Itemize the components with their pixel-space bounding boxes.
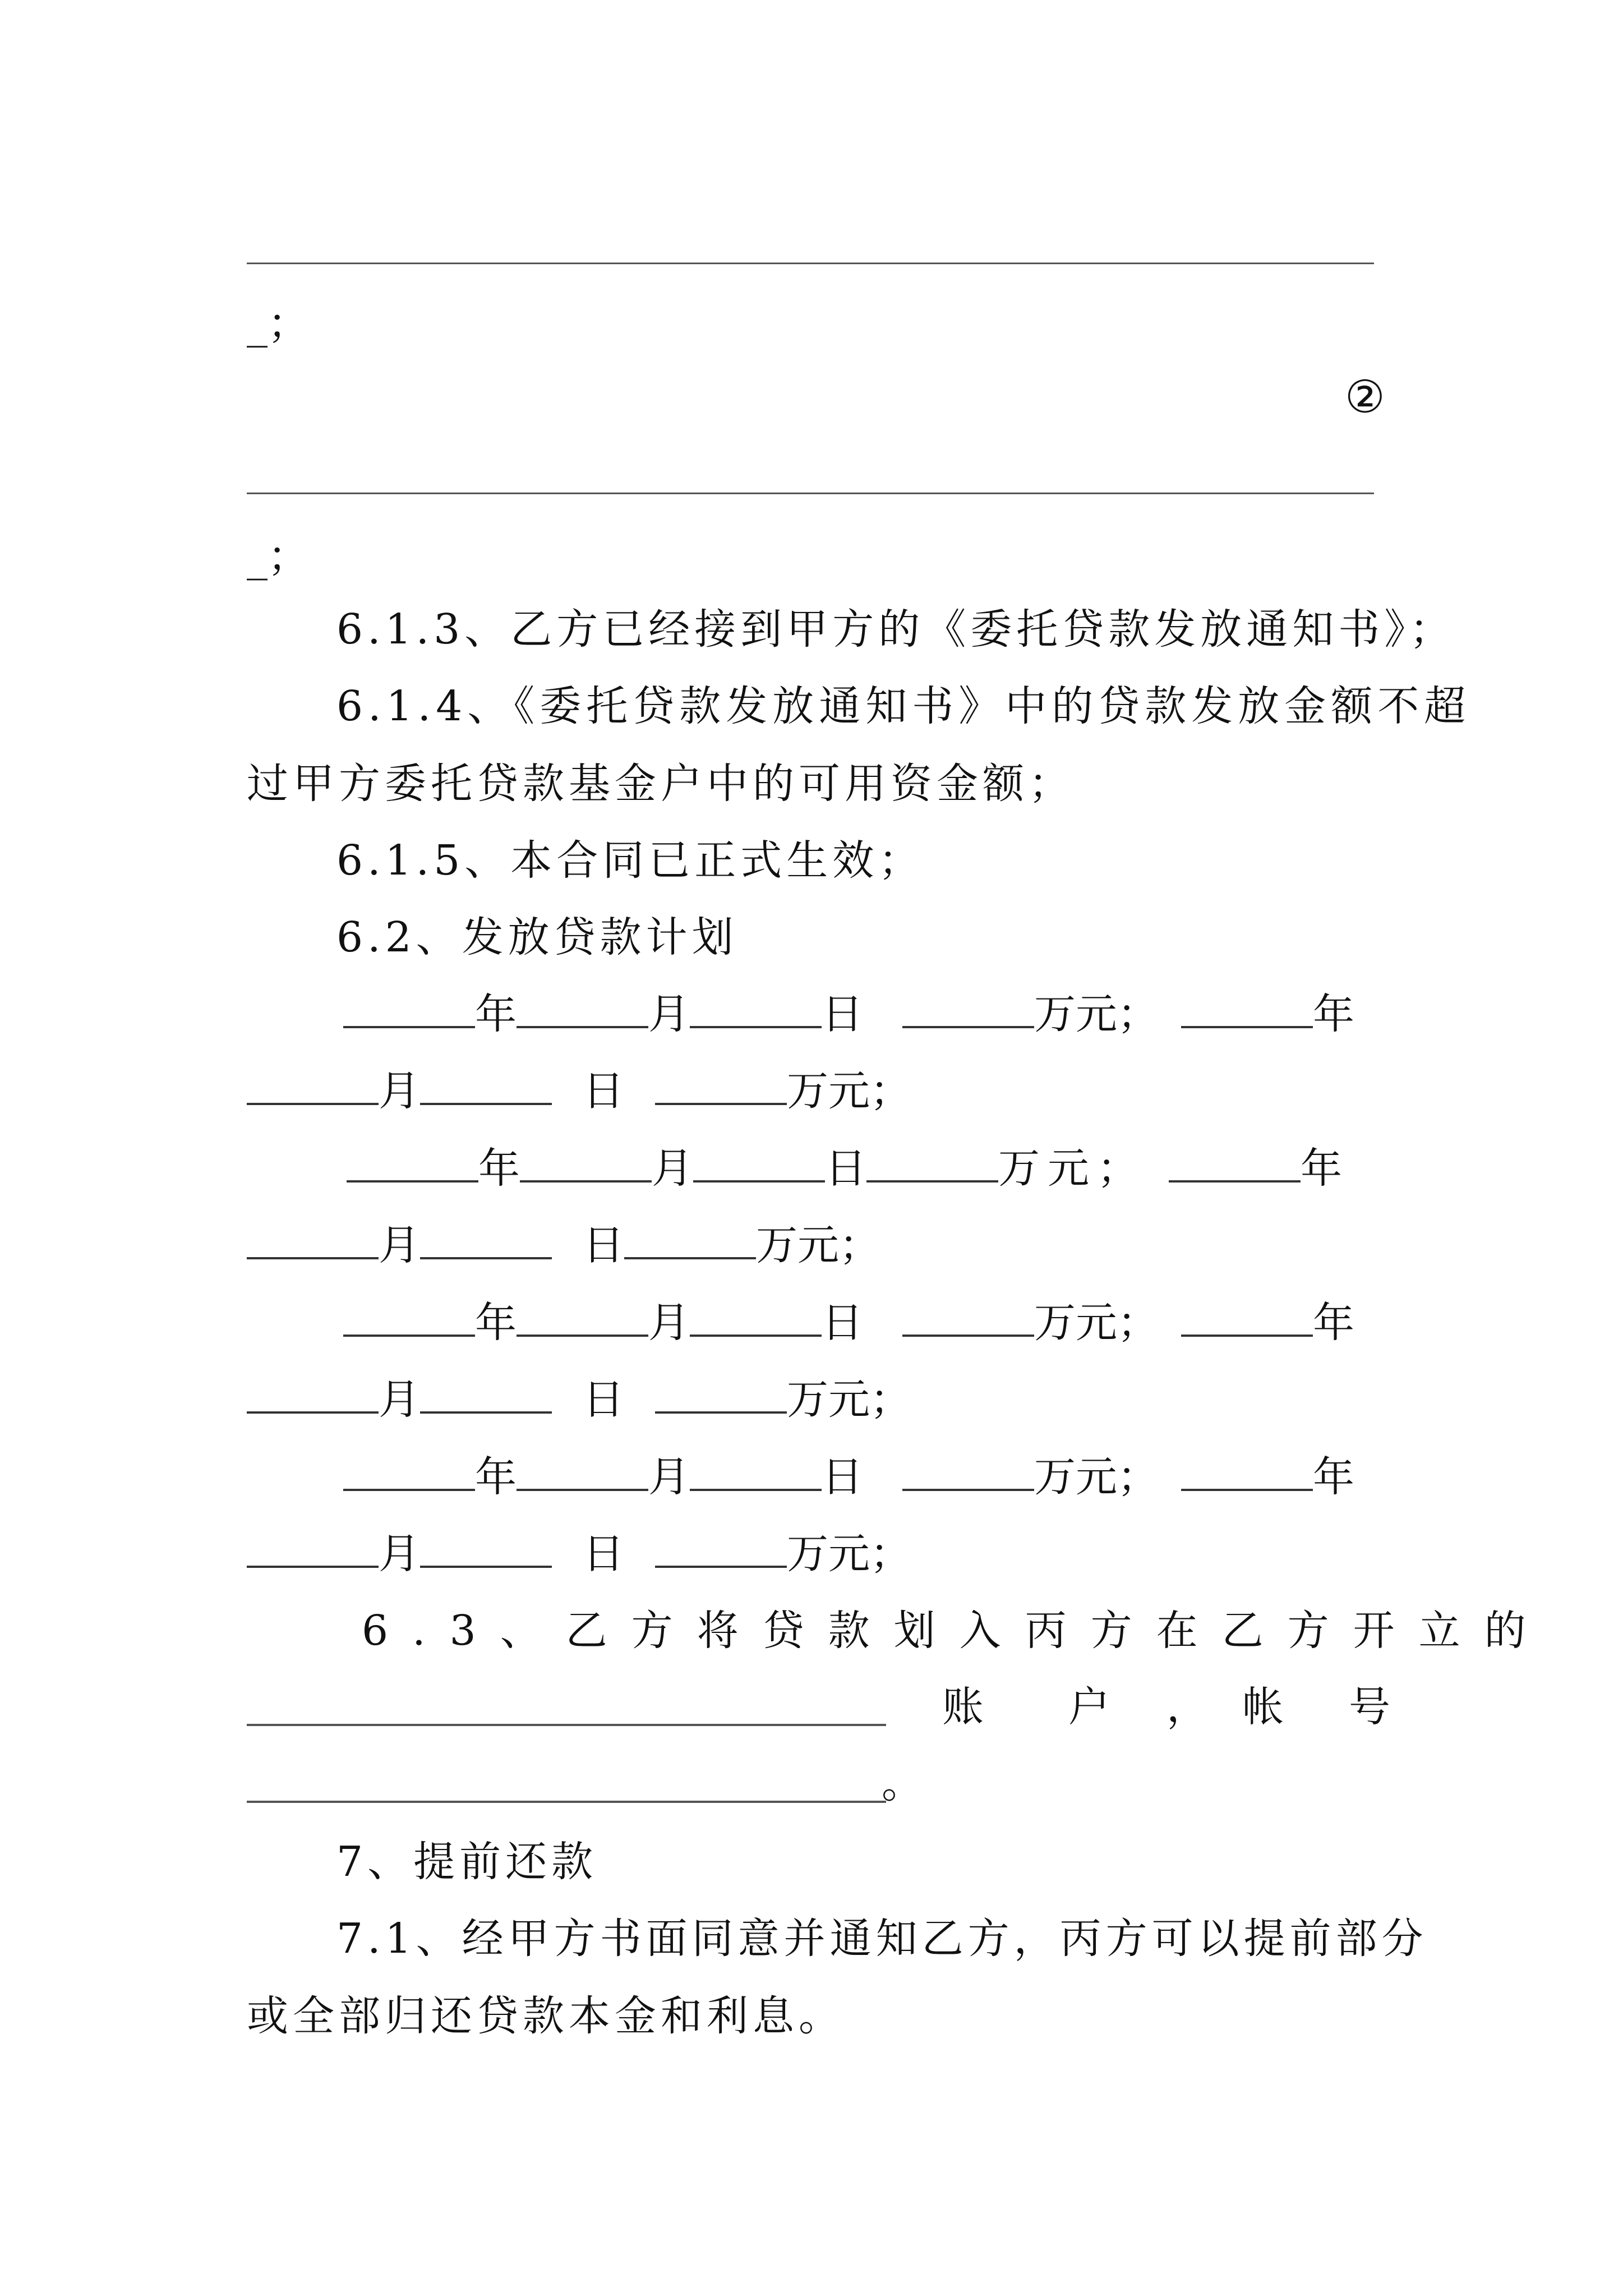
unit-day: 日 xyxy=(822,1299,863,1347)
unit-wan: 万元； xyxy=(1034,1299,1159,1347)
unit-month: 月 xyxy=(648,1299,690,1347)
clause-6-3-line-1: 6.3、乙方将贷款划入丙方在乙方开立的 xyxy=(362,1607,1550,1655)
semicolon-line-2: _； xyxy=(247,532,309,581)
blank-day xyxy=(690,1020,822,1028)
clause-6-1-5: 6.1.5、本合同已正式生效； xyxy=(336,836,925,885)
blank-year xyxy=(347,1174,478,1182)
unit-wan: 万元； xyxy=(787,1067,911,1115)
plan-row-1-line-2 xyxy=(247,1067,911,1115)
blank-month xyxy=(520,1174,652,1182)
clause-6-1-3: 6.1.3、乙方已经接到甲方的《委托贷款发放通知书》； xyxy=(336,605,1456,654)
blank-month xyxy=(247,1097,379,1105)
blank-month xyxy=(247,1251,379,1259)
blank-year xyxy=(1181,1020,1313,1028)
unit-month: 月 xyxy=(379,1530,420,1578)
unit-day: 日 xyxy=(825,1144,866,1193)
blank-amount xyxy=(866,1174,998,1182)
blank-month xyxy=(517,1483,648,1491)
blank-amount xyxy=(655,1097,787,1105)
blank-amount xyxy=(902,1483,1034,1491)
blank-rule-1 xyxy=(247,263,1374,264)
account-name-blank xyxy=(247,1724,886,1726)
unit-year: 年 xyxy=(1301,1144,1342,1193)
blank-year xyxy=(343,1328,475,1337)
unit-year: 年 xyxy=(475,1299,517,1347)
blank-day xyxy=(420,1559,552,1568)
circled-number-2: ② xyxy=(1345,371,1385,423)
account-char-hao: 号 xyxy=(1349,1683,1390,1731)
plan-row-1-line-1 xyxy=(343,990,1354,1038)
unit-month: 月 xyxy=(379,1375,420,1424)
plan-row-4-line-1 xyxy=(343,1453,1354,1501)
account-char-zhang2: 帐 xyxy=(1242,1683,1284,1731)
blank-year xyxy=(1181,1328,1313,1337)
plan-row-3-line-1 xyxy=(343,1299,1354,1347)
blank-rule-2 xyxy=(247,493,1374,494)
blank-day xyxy=(693,1174,825,1182)
account-char-hu: 户 xyxy=(1068,1683,1110,1731)
blank-year xyxy=(343,1020,475,1028)
clause-6-2-heading: 6.2、发放贷款计划 xyxy=(336,913,738,961)
blank-amount xyxy=(624,1251,756,1259)
blank-year xyxy=(343,1483,475,1491)
plan-row-4-line-2 xyxy=(247,1530,911,1578)
blank-day xyxy=(690,1483,822,1491)
clause-6-1-4-line-2: 过甲方委托贷款基金户中的可用资金额； xyxy=(247,760,1075,808)
unit-wan: 万元； xyxy=(787,1375,911,1424)
unit-wan: 万元； xyxy=(998,1144,1146,1193)
unit-month: 月 xyxy=(648,990,690,1038)
blank-day xyxy=(420,1405,552,1414)
unit-year: 年 xyxy=(475,990,517,1038)
clause-6-1-4-line-1: 6.1.4、《委托贷款发放通知书》中的贷款发放金额不超 xyxy=(336,682,1471,730)
unit-day: 日 xyxy=(822,1453,863,1501)
blank-month xyxy=(247,1405,379,1414)
clause-7-1-line-2: 或全部归还贷款本金和利息。 xyxy=(247,1992,845,2040)
unit-year: 年 xyxy=(478,1144,520,1193)
unit-month: 月 xyxy=(648,1453,690,1501)
unit-day: 日 xyxy=(583,1221,624,1269)
unit-year: 年 xyxy=(475,1453,517,1501)
blank-amount xyxy=(902,1328,1034,1337)
plan-row-3-line-2 xyxy=(247,1375,911,1424)
unit-day: 日 xyxy=(583,1530,624,1578)
blank-year xyxy=(1169,1174,1301,1182)
unit-wan: 万元； xyxy=(1034,1453,1159,1501)
unit-year: 年 xyxy=(1313,1299,1354,1347)
unit-wan: 万元； xyxy=(1034,990,1159,1038)
unit-wan: 万元； xyxy=(756,1221,880,1269)
unit-wan: 万元； xyxy=(787,1530,911,1578)
unit-month: 月 xyxy=(379,1067,420,1115)
account-comma: ， xyxy=(1166,1683,1208,1731)
blank-year xyxy=(1181,1483,1313,1491)
account-period: 。 xyxy=(882,1759,923,1807)
section-7-heading: 7、提前还款 xyxy=(336,1838,598,1886)
unit-day: 日 xyxy=(822,990,863,1038)
account-number-blank xyxy=(247,1801,886,1803)
blank-day xyxy=(690,1328,822,1337)
unit-month: 月 xyxy=(652,1144,693,1193)
unit-month: 月 xyxy=(379,1221,420,1269)
blank-day xyxy=(420,1251,552,1259)
blank-month xyxy=(517,1020,648,1028)
blank-month xyxy=(247,1559,379,1568)
blank-month xyxy=(517,1328,648,1337)
blank-day xyxy=(420,1097,552,1105)
blank-amount xyxy=(655,1405,787,1414)
unit-day: 日 xyxy=(583,1067,624,1115)
unit-day: 日 xyxy=(583,1375,624,1424)
unit-year: 年 xyxy=(1313,1453,1354,1501)
unit-year: 年 xyxy=(1313,990,1354,1038)
semicolon-line-1: _； xyxy=(247,300,309,348)
plan-row-2-line-1 xyxy=(347,1144,1342,1193)
plan-row-2-line-2 xyxy=(247,1221,880,1269)
blank-amount xyxy=(655,1559,787,1568)
clause-7-1-line-1: 7.1、经甲方书面同意并通知乙方，丙方可以提前部分 xyxy=(336,1915,1428,1963)
blank-amount xyxy=(902,1020,1034,1028)
account-char-zhang: 账 xyxy=(942,1683,984,1731)
